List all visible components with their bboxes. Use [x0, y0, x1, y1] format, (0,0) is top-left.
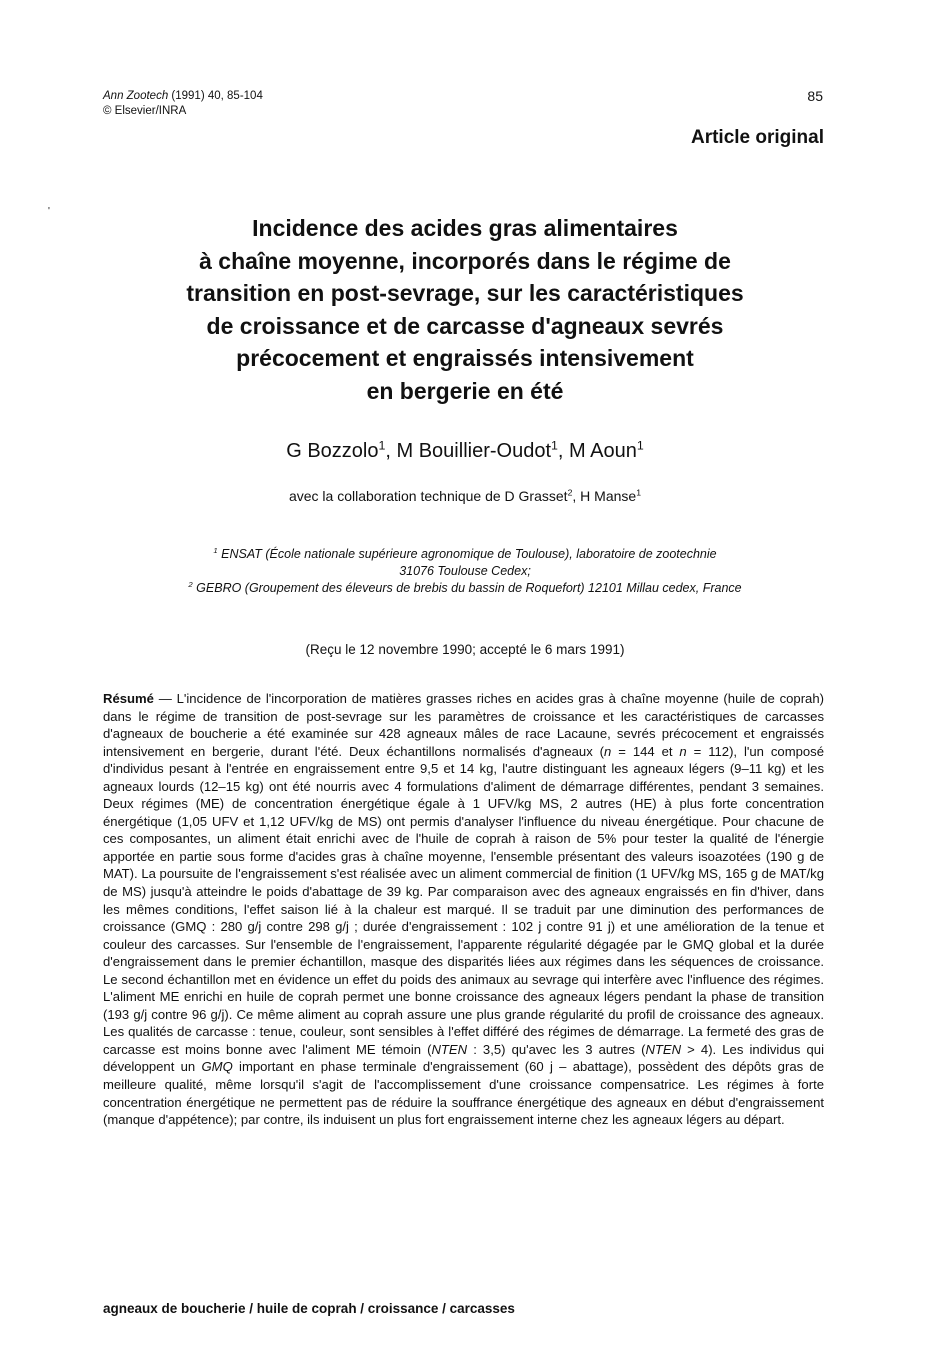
page-number: 85 [807, 88, 823, 104]
title-line: précocement et engraissés intensivement [236, 345, 694, 371]
abbreviation: GMQ [201, 1059, 233, 1075]
affiliation-text: ENSAT (École nationale supérieure agronomique de Toulouse), laboratoire de zootechnie [217, 547, 717, 561]
title-line: transition en post-sevrage, sur les caractéristiques [186, 280, 744, 306]
title-line: de croissance et de carcasse d'agneaux sevrés [206, 312, 724, 339]
abstract-text: important en phase terminale d'engraissement (60 j – abattage), possèdent des dépôts gras de meilleure qualité, même lorsqu'il s'agit de l'accomplissement d'une croissance compensatrice. Les régimes à forte concentration énergétique ne permettent pas de réduire la souffrance énergétique des agneaux en début d'engraissement (manque d'appétence); par contre, ils induisent un plus fort engraissement interne chez les agneaux légers au départ. [103, 1059, 824, 1128]
abstract-text: > 4). Les individus qui développent un [103, 1041, 824, 1075]
affiliation-1 [100, 546, 830, 563]
journal-citation [103, 89, 263, 104]
title-line: en bergerie en été [366, 377, 564, 404]
math-symbol: n [604, 743, 612, 759]
stray-mark: ' [48, 206, 50, 217]
received-dates: (Reçu le 12 novembre 1990; accepté le 6 mars 1991) [305, 642, 625, 657]
affiliation-mark: 1 [636, 438, 644, 453]
affiliation-mark: 2 [567, 487, 573, 498]
article-title [100, 212, 830, 407]
author-name: G Bozzolo [286, 440, 379, 462]
abstract-separator: — [153, 691, 177, 706]
title-line: à chaîne moyenne, incorporés dans le régime de [199, 247, 731, 274]
affiliation-1-city: 31076 Toulouse Cedex; [399, 564, 531, 578]
math-symbol: n [679, 743, 687, 759]
collaboration-text: , H Manse [572, 488, 637, 504]
abstract-text: = 112), l'un composé d'individus pesant à l'entrée en engraissement entre 9,5 et 14 kg, l'autre distinguant les agneaux légers (9–11 kg) et les agneaux lourds (12–15 kg) ont été nourris avec 4 formulations d'aliment de démarrage différentes, pendant 3 semaines. Deux régimes (ME) de concentration énergétique égale à 1 UFV/kg MS, 2 autres (HE) à plus forte concentration énergétique (1,05 UFV et 1,12 UFV/kg de MS) ont permis d'analyser l'influence du niveau énergétique. Pour chacune de ces composantes, un aliment était enrichi avec de l'huile de coprah à raison de 5% pour tester la qualité de l'énergie apportée en partie sous forme d'acides gras à chaîne moyenne, l'ensemble présentant des valeurs isoazotées (190 g de MAT). La poursuite de l'engraissement s'est réalisée avec un aliment commercial de finition (1 UFV/kg MS, 165 g de MAT/kg de MS) jusqu'à atteindre le poids d'abattage de 39 kg. Par comparaison avec des agneaux engraissés en fin d'hiver, dans les mêmes conditions, l'effet saison lié à la chaleur est marqué. Il se traduit par une diminution des performances de croissance (GMQ : 280 g/j contre 298 g/j ; durée d'engraissement : 102 j contre 91 j) et une amélioration de la tenue et couleur des carcasses. Sur l'ensemble de l'engraissement, l'apparente régularité dégagée par le GMQ global et la durée d'engraissement dans le premier échantillon, masque des disparités liées aux régimes dans les séquences de croissance. Le second échantillon met en évidence un effet du poids des animaux au sevrage qui interfère avec l'influence des régimes. L'aliment ME enrichi en huile de coprah permet une bonne croissance des agneaux légers pendant la phase de transition (193 g/j contre 96 g/j). Ce même aliment au coprah assure une plus grande régularité du profil de croissance des agneaux. Les qualités de carcasse : tenue, couleur, sont sensibles à l'effet différé des régimes de démarrage. La fermeté des gras de carcasse est moins bonne avec l'aliment ME témoin ( [103, 743, 824, 1057]
abstract-label: Résumé [103, 691, 154, 706]
author-separator: , [385, 440, 397, 462]
author-list [100, 440, 830, 463]
abbreviation: NTEN [645, 1041, 682, 1057]
affiliation-mark: 2 [188, 579, 193, 589]
author-name: M Bouillier-Oudot [396, 440, 552, 462]
abstract-text: : 3,5) qu'avec les 3 autres ( [467, 1041, 646, 1057]
affiliations [100, 546, 830, 597]
journal-name: Ann Zootech [103, 90, 169, 102]
author-separator: , [557, 440, 570, 462]
author-name: M Aoun [569, 440, 637, 462]
article-type: Article original [690, 127, 824, 148]
keywords: agneaux de boucherie / huile de coprah / croissance / carcasses [103, 1301, 515, 1316]
collaboration-text: avec la collaboration technique de D Grasset [288, 488, 568, 504]
affiliation-2 [100, 580, 830, 597]
abstract-text: = 144 et [611, 743, 680, 759]
affiliation-mark: 1 [213, 545, 218, 555]
affiliation-mark: 1 [378, 438, 386, 453]
affiliation-mark: 1 [636, 487, 642, 498]
affiliation-text: GEBRO (Groupement des éleveurs de brebis du bassin de Roquefort) 12101 Millau cedex, France [192, 581, 742, 595]
affiliation-mark: 1 [551, 438, 558, 453]
volume-pages: (1991) 40, 85-104 [168, 90, 263, 102]
collaboration-line [100, 488, 830, 504]
title-line: Incidence des acides gras alimentaires [252, 215, 678, 241]
copyright-line: © Elsevier/INRA [103, 105, 187, 117]
abstract [103, 690, 824, 1129]
abbreviation: NTEN [431, 1041, 468, 1057]
citation-block [103, 89, 263, 119]
abstract-text: L'incidence de l'incorporation de matières grasses riches en acides gras à chaîne moyenne (huile de coprah) dans le régime de transition de post-sevrage sur les paramètres de croissance et les caractéristiques de carcasses d'agneaux de boucherie a été examinée sur 428 agneaux mâles de race Lacaune, sevrés précocement et engraissés intensivement en bergerie, durant l'été. Deux échantillons normalisés d'agneaux ( [103, 691, 824, 759]
